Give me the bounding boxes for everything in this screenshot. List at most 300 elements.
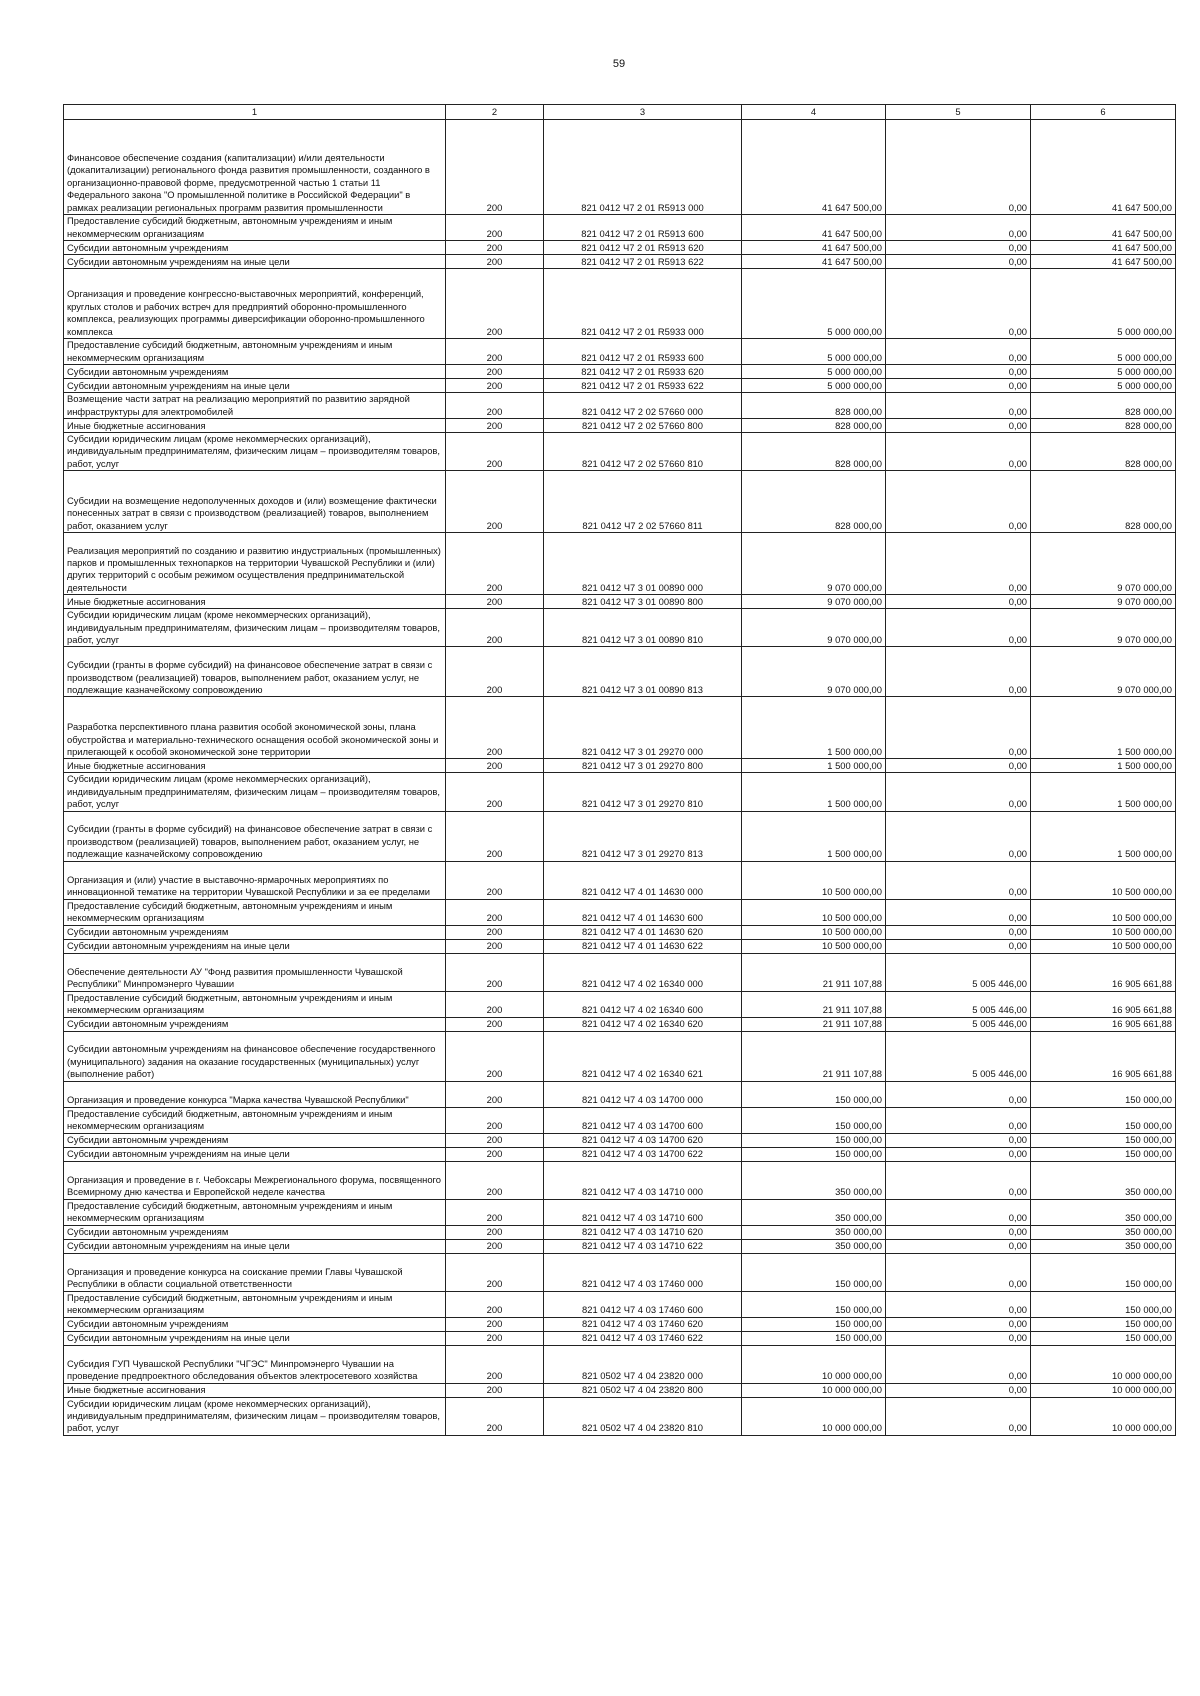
- cell-budget-classification: 821 0412 Ч7 2 01 R5933 600: [544, 339, 742, 365]
- table-row: [64, 1133, 1176, 1147]
- cell-name: Иные бюджетные ассигнования: [64, 419, 446, 433]
- cell-amount-col5: 5 005 446,00: [886, 1017, 1031, 1031]
- cell-amount-col6: 41 647 500,00: [1031, 255, 1176, 269]
- cell-amount-col6: 16 905 661,88: [1031, 1031, 1176, 1081]
- cell-name: Субсидии автономным учреждениям: [64, 1133, 446, 1147]
- cell-amount-col4: 10 500 000,00: [742, 939, 886, 953]
- cell-amount-col4: 828 000,00: [742, 433, 886, 471]
- cell-admin-code: 200: [446, 1331, 544, 1345]
- cell-amount-col6: 16 905 661,88: [1031, 1017, 1176, 1031]
- table-row: [64, 1239, 1176, 1253]
- cell-budget-classification: 821 0412 Ч7 4 03 17460 600: [544, 1291, 742, 1317]
- header-row: [64, 105, 1176, 120]
- table-row: [64, 120, 1176, 215]
- column-header: 2: [446, 105, 544, 120]
- cell-amount-col6: 1 500 000,00: [1031, 759, 1176, 773]
- cell-amount-col4: 21 911 107,88: [742, 991, 886, 1017]
- table-row: [64, 647, 1176, 697]
- cell-name: Разработка перспективного плана развития особой экономической зоны, плана обустройства и материально-технического оснащения особой экономической зоны и прилегающей к особой экономической зоне территории: [64, 697, 446, 759]
- cell-budget-classification: 821 0412 Ч7 4 03 14700 620: [544, 1133, 742, 1147]
- cell-amount-col5: 5 005 446,00: [886, 991, 1031, 1017]
- cell-admin-code: 200: [446, 1253, 544, 1291]
- cell-name: Субсидии автономным учреждениям на иные цели: [64, 1147, 446, 1161]
- cell-amount-col4: 150 000,00: [742, 1147, 886, 1161]
- cell-amount-col5: 0,00: [886, 241, 1031, 255]
- cell-admin-code: 200: [446, 1147, 544, 1161]
- cell-amount-col4: 9 070 000,00: [742, 609, 886, 647]
- cell-amount-col4: 10 500 000,00: [742, 899, 886, 925]
- cell-admin-code: 200: [446, 773, 544, 811]
- table-row: [64, 365, 1176, 379]
- cell-amount-col5: 0,00: [886, 1253, 1031, 1291]
- cell-amount-col6: 41 647 500,00: [1031, 120, 1176, 215]
- cell-admin-code: 200: [446, 339, 544, 365]
- cell-amount-col4: 5 000 000,00: [742, 339, 886, 365]
- table-row: [64, 471, 1176, 533]
- cell-name: Субсидии автономным учреждениям: [64, 1317, 446, 1331]
- cell-amount-col6: 10 000 000,00: [1031, 1397, 1176, 1435]
- cell-admin-code: 200: [446, 1161, 544, 1199]
- cell-amount-col4: 350 000,00: [742, 1161, 886, 1199]
- cell-budget-classification: 821 0412 Ч7 4 02 16340 621: [544, 1031, 742, 1081]
- cell-admin-code: 200: [446, 120, 544, 215]
- cell-name: Субсидии автономным учреждениям: [64, 1225, 446, 1239]
- cell-admin-code: 200: [446, 1383, 544, 1397]
- cell-amount-col4: 10 500 000,00: [742, 925, 886, 939]
- cell-budget-classification: 821 0412 Ч7 3 01 29270 810: [544, 773, 742, 811]
- cell-budget-classification: 821 0412 Ч7 4 03 14710 620: [544, 1225, 742, 1239]
- cell-amount-col6: 350 000,00: [1031, 1225, 1176, 1239]
- cell-admin-code: 200: [446, 595, 544, 609]
- table-row: [64, 925, 1176, 939]
- cell-admin-code: 200: [446, 1345, 544, 1383]
- cell-amount-col5: 0,00: [886, 471, 1031, 533]
- cell-amount-col6: 150 000,00: [1031, 1253, 1176, 1291]
- cell-amount-col4: 41 647 500,00: [742, 255, 886, 269]
- cell-amount-col5: 0,00: [886, 899, 1031, 925]
- cell-name: Субсидии автономным учреждениям на иные цели: [64, 1331, 446, 1345]
- table-row: [64, 759, 1176, 773]
- cell-amount-col4: 5 000 000,00: [742, 365, 886, 379]
- cell-amount-col5: 0,00: [886, 1161, 1031, 1199]
- cell-amount-col5: 0,00: [886, 811, 1031, 861]
- cell-name: Организация и проведение конгрессно-выставочных мероприятий, конференций, круглых столов и рабочих встреч для предприятий оборонно-промышленного комплекса, реализующих программы диверсификации оборонно-промышленного комплекса: [64, 269, 446, 339]
- cell-admin-code: 200: [446, 255, 544, 269]
- cell-amount-col5: 0,00: [886, 1331, 1031, 1345]
- table-row: [64, 1161, 1176, 1199]
- cell-budget-classification: 821 0412 Ч7 4 03 14710 000: [544, 1161, 742, 1199]
- cell-amount-col4: 21 911 107,88: [742, 953, 886, 991]
- table-row: [64, 339, 1176, 365]
- cell-name: Организация и проведение конкурса "Марка качества Чувашской Республики": [64, 1081, 446, 1107]
- cell-admin-code: 200: [446, 215, 544, 241]
- cell-name: Предоставление субсидий бюджетным, автономным учреждениям и иным некоммерческим организациям: [64, 339, 446, 365]
- column-header: 4: [742, 105, 886, 120]
- cell-budget-classification: 821 0412 Ч7 4 03 17460 000: [544, 1253, 742, 1291]
- cell-name: Организация и проведение конкурса на соискание премии Главы Чувашской Республики в области социальной ответственности: [64, 1253, 446, 1291]
- cell-amount-col5: 0,00: [886, 595, 1031, 609]
- column-header: 5: [886, 105, 1031, 120]
- cell-budget-classification: 821 0412 Ч7 3 01 00890 000: [544, 533, 742, 595]
- cell-budget-classification: 821 0412 Ч7 2 02 57660 000: [544, 393, 742, 419]
- cell-amount-col6: 828 000,00: [1031, 393, 1176, 419]
- table-row: [64, 1017, 1176, 1031]
- cell-budget-classification: 821 0412 Ч7 4 02 16340 620: [544, 1017, 742, 1031]
- cell-name: Субсидии автономным учреждениям на иные цели: [64, 939, 446, 953]
- table-body: [64, 120, 1176, 1436]
- cell-amount-col4: 10 000 000,00: [742, 1345, 886, 1383]
- cell-budget-classification: 821 0502 Ч7 4 04 23820 000: [544, 1345, 742, 1383]
- cell-admin-code: 200: [446, 925, 544, 939]
- cell-amount-col5: 0,00: [886, 1291, 1031, 1317]
- cell-admin-code: 200: [446, 379, 544, 393]
- cell-amount-col4: 350 000,00: [742, 1199, 886, 1225]
- cell-amount-col6: 150 000,00: [1031, 1317, 1176, 1331]
- table-row: [64, 939, 1176, 953]
- column-header: 6: [1031, 105, 1176, 120]
- cell-amount-col6: 150 000,00: [1031, 1107, 1176, 1133]
- cell-name: Предоставление субсидий бюджетным, автономным учреждениям и иным некоммерческим организациям: [64, 991, 446, 1017]
- cell-admin-code: 200: [446, 269, 544, 339]
- cell-amount-col5: 0,00: [886, 1133, 1031, 1147]
- cell-amount-col6: 350 000,00: [1031, 1239, 1176, 1253]
- cell-amount-col5: 0,00: [886, 393, 1031, 419]
- cell-amount-col4: 9 070 000,00: [742, 533, 886, 595]
- cell-amount-col6: 5 000 000,00: [1031, 365, 1176, 379]
- cell-name: Субсидии автономным учреждениям: [64, 365, 446, 379]
- table-row: [64, 953, 1176, 991]
- cell-amount-col4: 5 000 000,00: [742, 269, 886, 339]
- cell-amount-col5: 0,00: [886, 419, 1031, 433]
- cell-budget-classification: 821 0502 Ч7 4 04 23820 810: [544, 1397, 742, 1435]
- table-row: [64, 811, 1176, 861]
- cell-name: Предоставление субсидий бюджетным, автономным учреждениям и иным некоммерческим организациям: [64, 1291, 446, 1317]
- cell-amount-col6: 150 000,00: [1031, 1133, 1176, 1147]
- table-row: [64, 393, 1176, 419]
- cell-admin-code: 200: [446, 533, 544, 595]
- cell-admin-code: 200: [446, 953, 544, 991]
- cell-amount-col6: 1 500 000,00: [1031, 697, 1176, 759]
- table-row: [64, 697, 1176, 759]
- cell-admin-code: 200: [446, 1291, 544, 1317]
- table-row: [64, 1383, 1176, 1397]
- cell-amount-col4: 350 000,00: [742, 1225, 886, 1239]
- cell-budget-classification: 821 0412 Ч7 2 01 R5933 622: [544, 379, 742, 393]
- table-row: [64, 1253, 1176, 1291]
- table-row: [64, 1345, 1176, 1383]
- cell-admin-code: 200: [446, 471, 544, 533]
- table-row: [64, 595, 1176, 609]
- table-row: [64, 1225, 1176, 1239]
- cell-name: Предоставление субсидий бюджетным, автономным учреждениям и иным некоммерческим организациям: [64, 215, 446, 241]
- cell-amount-col6: 1 500 000,00: [1031, 773, 1176, 811]
- cell-name: Субсидии автономным учреждениям на иные цели: [64, 379, 446, 393]
- cell-admin-code: 200: [446, 609, 544, 647]
- cell-name: Предоставление субсидий бюджетным, автономным учреждениям и иным некоммерческим организациям: [64, 1107, 446, 1133]
- table-row: [64, 215, 1176, 241]
- cell-amount-col4: 10 000 000,00: [742, 1383, 886, 1397]
- cell-amount-col6: 828 000,00: [1031, 471, 1176, 533]
- table-row: [64, 1199, 1176, 1225]
- cell-amount-col5: 0,00: [886, 939, 1031, 953]
- cell-name: Субсидии автономным учреждениям: [64, 241, 446, 255]
- cell-amount-col5: 0,00: [886, 1397, 1031, 1435]
- cell-admin-code: 200: [446, 365, 544, 379]
- table-row: [64, 241, 1176, 255]
- cell-amount-col5: 0,00: [886, 925, 1031, 939]
- cell-admin-code: 200: [446, 1397, 544, 1435]
- budget-table: [63, 104, 1176, 1436]
- cell-budget-classification: 821 0412 Ч7 4 03 14700 000: [544, 1081, 742, 1107]
- cell-amount-col6: 9 070 000,00: [1031, 595, 1176, 609]
- cell-amount-col5: 0,00: [886, 339, 1031, 365]
- cell-amount-col6: 5 000 000,00: [1031, 379, 1176, 393]
- cell-budget-classification: 821 0412 Ч7 4 02 16340 600: [544, 991, 742, 1017]
- cell-amount-col6: 5 000 000,00: [1031, 269, 1176, 339]
- cell-amount-col5: 0,00: [886, 1225, 1031, 1239]
- table-row: [64, 1397, 1176, 1435]
- cell-budget-classification: 821 0412 Ч7 2 01 R5933 000: [544, 269, 742, 339]
- cell-admin-code: 200: [446, 1199, 544, 1225]
- cell-amount-col5: 0,00: [886, 759, 1031, 773]
- cell-amount-col5: 0,00: [886, 365, 1031, 379]
- cell-amount-col6: 10 000 000,00: [1031, 1345, 1176, 1383]
- page-number: 59: [612, 58, 626, 70]
- table-row: [64, 1081, 1176, 1107]
- cell-admin-code: 200: [446, 861, 544, 899]
- cell-amount-col5: 0,00: [886, 1317, 1031, 1331]
- cell-name: Субсидии на возмещение недополученных доходов и (или) возмещение фактически понесенных затрат в связи с производством (реализацией) товаров, выполнением работ, оказанием услуг: [64, 471, 446, 533]
- cell-amount-col6: 150 000,00: [1031, 1331, 1176, 1345]
- cell-admin-code: 200: [446, 1133, 544, 1147]
- cell-budget-classification: 821 0412 Ч7 2 02 57660 810: [544, 433, 742, 471]
- cell-amount-col6: 5 000 000,00: [1031, 339, 1176, 365]
- cell-budget-classification: 821 0412 Ч7 2 01 R5913 620: [544, 241, 742, 255]
- cell-admin-code: 200: [446, 1017, 544, 1031]
- cell-amount-col5: 5 005 446,00: [886, 953, 1031, 991]
- cell-budget-classification: 821 0412 Ч7 4 01 14630 000: [544, 861, 742, 899]
- cell-admin-code: 200: [446, 1317, 544, 1331]
- cell-amount-col4: 10 500 000,00: [742, 861, 886, 899]
- cell-amount-col4: 41 647 500,00: [742, 241, 886, 255]
- cell-amount-col4: 150 000,00: [742, 1253, 886, 1291]
- cell-amount-col6: 350 000,00: [1031, 1199, 1176, 1225]
- cell-amount-col4: 828 000,00: [742, 393, 886, 419]
- cell-amount-col5: 0,00: [886, 269, 1031, 339]
- cell-amount-col4: 1 500 000,00: [742, 811, 886, 861]
- cell-amount-col4: 1 500 000,00: [742, 759, 886, 773]
- cell-budget-classification: 821 0412 Ч7 4 03 17460 620: [544, 1317, 742, 1331]
- table-row: [64, 255, 1176, 269]
- cell-budget-classification: 821 0412 Ч7 2 01 R5913 000: [544, 120, 742, 215]
- table-row: [64, 419, 1176, 433]
- cell-admin-code: 200: [446, 697, 544, 759]
- cell-amount-col4: 150 000,00: [742, 1081, 886, 1107]
- cell-amount-col4: 150 000,00: [742, 1107, 886, 1133]
- cell-amount-col5: 0,00: [886, 609, 1031, 647]
- cell-admin-code: 200: [446, 241, 544, 255]
- cell-name: Субсидии автономным учреждениям на финансовое обеспечение государственного (муниципального) задания на оказание государственных (муниципальных) услуг (выполнение работ): [64, 1031, 446, 1081]
- cell-budget-classification: 821 0412 Ч7 3 01 00890 810: [544, 609, 742, 647]
- cell-budget-classification: 821 0412 Ч7 3 01 29270 000: [544, 697, 742, 759]
- cell-amount-col5: 0,00: [886, 1239, 1031, 1253]
- cell-admin-code: 200: [446, 393, 544, 419]
- table-row: [64, 533, 1176, 595]
- table-row: [64, 1031, 1176, 1081]
- cell-budget-classification: 821 0412 Ч7 4 01 14630 620: [544, 925, 742, 939]
- cell-budget-classification: 821 0412 Ч7 2 02 57660 800: [544, 419, 742, 433]
- cell-amount-col6: 828 000,00: [1031, 433, 1176, 471]
- cell-budget-classification: 821 0412 Ч7 4 01 14630 622: [544, 939, 742, 953]
- cell-amount-col5: 0,00: [886, 1345, 1031, 1383]
- cell-name: Предоставление субсидий бюджетным, автономным учреждениям и иным некоммерческим организациям: [64, 899, 446, 925]
- table-row: [64, 1331, 1176, 1345]
- cell-amount-col6: 41 647 500,00: [1031, 215, 1176, 241]
- cell-budget-classification: 821 0412 Ч7 4 03 17460 622: [544, 1331, 742, 1345]
- cell-amount-col5: 0,00: [886, 533, 1031, 595]
- table-row: [64, 1291, 1176, 1317]
- cell-name: Субсидии (гранты в форме субсидий) на финансовое обеспечение затрат в связи с производством (реализацией) товаров, выполнением работ, оказанием услуг, не подлежащие казначейскому сопровождению: [64, 647, 446, 697]
- cell-amount-col4: 21 911 107,88: [742, 1017, 886, 1031]
- cell-budget-classification: 821 0412 Ч7 2 01 R5913 622: [544, 255, 742, 269]
- cell-admin-code: 200: [446, 991, 544, 1017]
- cell-amount-col6: 150 000,00: [1031, 1081, 1176, 1107]
- cell-admin-code: 200: [446, 419, 544, 433]
- cell-name: Реализация мероприятий по созданию и развитию индустриальных (промышленных) парков и промышленных технопарков на территории Чувашской Республики и (или) других территорий с особым режимом осуществления предпринимательской деятельности: [64, 533, 446, 595]
- cell-budget-classification: 821 0412 Ч7 2 01 R5933 620: [544, 365, 742, 379]
- cell-admin-code: 200: [446, 433, 544, 471]
- cell-amount-col6: 9 070 000,00: [1031, 533, 1176, 595]
- cell-admin-code: 200: [446, 899, 544, 925]
- cell-name: Субсидии юридическим лицам (кроме некоммерческих организаций), индивидуальным предпринимателям, физическим лицам – производителям товаров, работ, услуг: [64, 433, 446, 471]
- cell-admin-code: 200: [446, 1239, 544, 1253]
- cell-name: Организация и (или) участие в выставочно-ярмарочных мероприятиях по инновационной тематике на территории Чувашской Республики и за ее пределами: [64, 861, 446, 899]
- cell-name: Иные бюджетные ассигнования: [64, 759, 446, 773]
- cell-amount-col6: 10 500 000,00: [1031, 939, 1176, 953]
- cell-amount-col6: 16 905 661,88: [1031, 991, 1176, 1017]
- cell-budget-classification: 821 0412 Ч7 2 01 R5913 600: [544, 215, 742, 241]
- cell-amount-col6: 350 000,00: [1031, 1161, 1176, 1199]
- cell-amount-col5: 0,00: [886, 120, 1031, 215]
- cell-name: Субсидия ГУП Чувашской Республики "ЧГЭС" Минпромэнерго Чувашии на проведение предпроектного обследования объектов электросетевого хозяйства: [64, 1345, 446, 1383]
- cell-amount-col5: 0,00: [886, 1147, 1031, 1161]
- cell-amount-col6: 9 070 000,00: [1031, 647, 1176, 697]
- cell-name: Предоставление субсидий бюджетным, автономным учреждениям и иным некоммерческим организациям: [64, 1199, 446, 1225]
- cell-name: Субсидии юридическим лицам (кроме некоммерческих организаций), индивидуальным предпринимателям, физическим лицам – производителям товаров, работ, услуг: [64, 1397, 446, 1435]
- table-row: [64, 1317, 1176, 1331]
- cell-name: Субсидии автономным учреждениям: [64, 925, 446, 939]
- cell-budget-classification: 821 0412 Ч7 4 02 16340 000: [544, 953, 742, 991]
- cell-budget-classification: 821 0412 Ч7 3 01 00890 813: [544, 647, 742, 697]
- cell-amount-col5: 0,00: [886, 773, 1031, 811]
- cell-admin-code: 200: [446, 939, 544, 953]
- cell-amount-col5: 0,00: [886, 255, 1031, 269]
- cell-amount-col5: 0,00: [886, 433, 1031, 471]
- cell-admin-code: 200: [446, 759, 544, 773]
- cell-amount-col4: 41 647 500,00: [742, 215, 886, 241]
- cell-amount-col4: 150 000,00: [742, 1291, 886, 1317]
- table-row: [64, 899, 1176, 925]
- cell-amount-col6: 150 000,00: [1031, 1147, 1176, 1161]
- cell-admin-code: 200: [446, 1107, 544, 1133]
- cell-amount-col4: 150 000,00: [742, 1317, 886, 1331]
- cell-amount-col4: 9 070 000,00: [742, 647, 886, 697]
- cell-name: Субсидии юридическим лицам (кроме некоммерческих организаций), индивидуальным предпринимателям, физическим лицам – производителям товаров, работ, услуг: [64, 609, 446, 647]
- cell-budget-classification: 821 0412 Ч7 4 03 14700 622: [544, 1147, 742, 1161]
- cell-budget-classification: 821 0412 Ч7 3 01 00890 800: [544, 595, 742, 609]
- cell-amount-col5: 0,00: [886, 1107, 1031, 1133]
- column-header: 3: [544, 105, 742, 120]
- cell-admin-code: 200: [446, 647, 544, 697]
- cell-amount-col6: 150 000,00: [1031, 1291, 1176, 1317]
- cell-amount-col6: 1 500 000,00: [1031, 811, 1176, 861]
- cell-amount-col4: 1 500 000,00: [742, 773, 886, 811]
- cell-name: Субсидии (гранты в форме субсидий) на финансовое обеспечение затрат в связи с производством (реализацией) товаров, выполнением работ, оказанием услуг, не подлежащие казначейскому сопровождению: [64, 811, 446, 861]
- cell-budget-classification: 821 0502 Ч7 4 04 23820 800: [544, 1383, 742, 1397]
- cell-admin-code: 200: [446, 1225, 544, 1239]
- cell-budget-classification: 821 0412 Ч7 4 01 14630 600: [544, 899, 742, 925]
- cell-name: Финансовое обеспечение создания (капитализации) и/или деятельности (докапитализации) регионального фонда развития промышленности, созданного в организационно-правовой форме, предусмотренной частью 1 статьи 11 Федерального закона "О промышленной политике в Российской Федерации" в рамках реализации региональных программ развития промышленности: [64, 120, 446, 215]
- column-header: 1: [64, 105, 446, 120]
- cell-admin-code: 200: [446, 1081, 544, 1107]
- cell-budget-classification: 821 0412 Ч7 2 02 57660 811: [544, 471, 742, 533]
- cell-name: Субсидии автономным учреждениям: [64, 1017, 446, 1031]
- table-row: [64, 773, 1176, 811]
- cell-amount-col6: 41 647 500,00: [1031, 241, 1176, 255]
- cell-amount-col5: 0,00: [886, 1199, 1031, 1225]
- cell-amount-col5: 0,00: [886, 379, 1031, 393]
- cell-amount-col4: 350 000,00: [742, 1239, 886, 1253]
- cell-amount-col5: 0,00: [886, 1383, 1031, 1397]
- cell-amount-col5: 0,00: [886, 647, 1031, 697]
- cell-amount-col5: 0,00: [886, 1081, 1031, 1107]
- cell-name: Организация и проведение в г. Чебоксары Межрегионального форума, посвященного Всемирному дню качества и Европейской неделе качества: [64, 1161, 446, 1199]
- cell-amount-col4: 10 000 000,00: [742, 1397, 886, 1435]
- cell-name: Иные бюджетные ассигнования: [64, 595, 446, 609]
- table-row: [64, 1107, 1176, 1133]
- cell-budget-classification: 821 0412 Ч7 4 03 14710 600: [544, 1199, 742, 1225]
- cell-budget-classification: 821 0412 Ч7 4 03 14700 600: [544, 1107, 742, 1133]
- cell-amount-col6: 10 500 000,00: [1031, 925, 1176, 939]
- table-row: [64, 379, 1176, 393]
- cell-name: Субсидии автономным учреждениям на иные цели: [64, 1239, 446, 1253]
- cell-admin-code: 200: [446, 1031, 544, 1081]
- table-row: [64, 991, 1176, 1017]
- table-row: [64, 861, 1176, 899]
- cell-name: Обеспечение деятельности АУ "Фонд развития промышленности Чувашской Республики" Минпромэнерго Чувашии: [64, 953, 446, 991]
- cell-budget-classification: 821 0412 Ч7 4 03 14710 622: [544, 1239, 742, 1253]
- cell-amount-col6: 10 000 000,00: [1031, 1383, 1176, 1397]
- cell-amount-col4: 9 070 000,00: [742, 595, 886, 609]
- cell-amount-col4: 150 000,00: [742, 1133, 886, 1147]
- cell-amount-col5: 5 005 446,00: [886, 1031, 1031, 1081]
- cell-amount-col4: 1 500 000,00: [742, 697, 886, 759]
- cell-amount-col4: 828 000,00: [742, 419, 886, 433]
- cell-budget-classification: 821 0412 Ч7 3 01 29270 813: [544, 811, 742, 861]
- cell-amount-col5: 0,00: [886, 861, 1031, 899]
- cell-name: Субсидии автономным учреждениям на иные цели: [64, 255, 446, 269]
- cell-amount-col4: 828 000,00: [742, 471, 886, 533]
- cell-amount-col4: 41 647 500,00: [742, 120, 886, 215]
- cell-amount-col5: 0,00: [886, 697, 1031, 759]
- cell-admin-code: 200: [446, 811, 544, 861]
- cell-amount-col4: 5 000 000,00: [742, 379, 886, 393]
- cell-amount-col6: 16 905 661,88: [1031, 953, 1176, 991]
- table-row: [64, 1147, 1176, 1161]
- cell-amount-col6: 828 000,00: [1031, 419, 1176, 433]
- table-row: [64, 269, 1176, 339]
- table-row: [64, 433, 1176, 471]
